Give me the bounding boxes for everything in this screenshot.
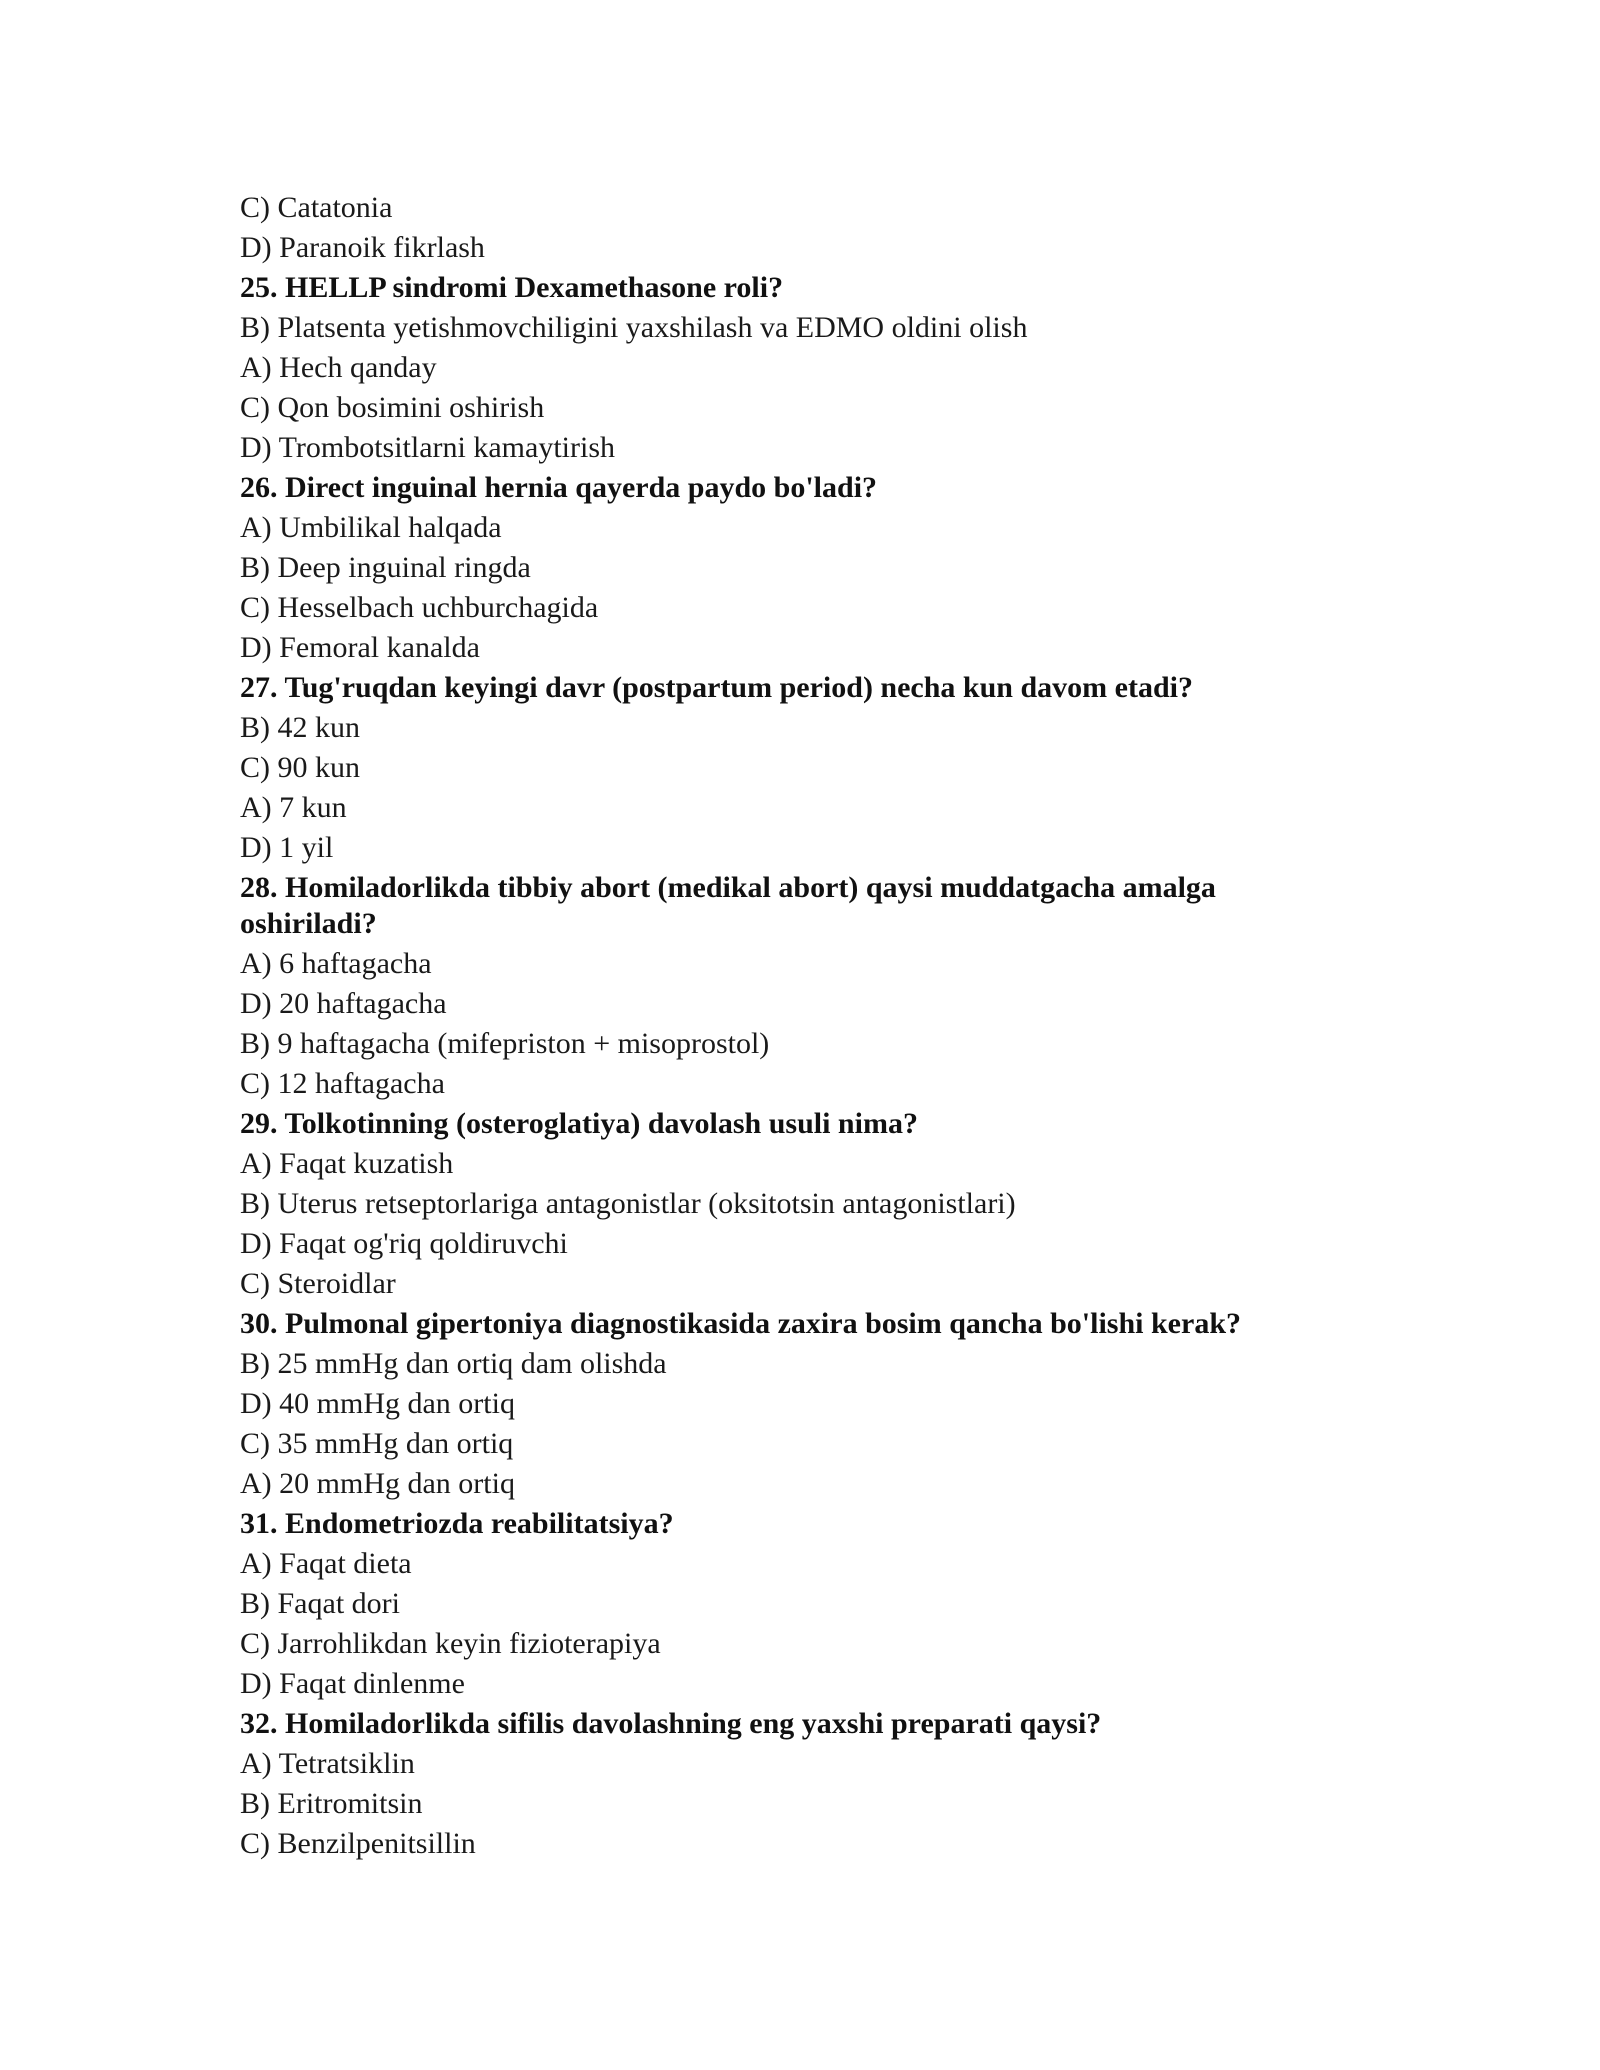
answer-option: A) Faqat kuzatish	[240, 1147, 454, 1180]
question-heading: 29. Tolkotinning (osteroglatiya) davolash usuli nima?	[240, 1107, 918, 1140]
answer-option: C) Qon bosimini oshirish	[240, 391, 545, 424]
question-heading: 31. Endometriozda reabilitatsiya?	[240, 1507, 674, 1540]
question-heading: 25. HELLP sindromi Dexamethasone roli?	[240, 271, 784, 304]
answer-option: D) Faqat og'riq qoldiruvchi	[240, 1227, 568, 1260]
answer-option: A) 20 mmHg dan ortiq	[240, 1467, 515, 1500]
answer-option: C) Benzilpenitsillin	[240, 1827, 476, 1860]
answer-option: B) 9 haftagacha (mifepriston + misoprostol)	[240, 1027, 770, 1060]
answer-option: B) Eritromitsin	[240, 1787, 423, 1820]
answer-option: C) 12 haftagacha	[240, 1067, 445, 1100]
answer-option: A) 6 haftagacha	[240, 947, 432, 980]
answer-option: D) Paranoik fikrlash	[240, 231, 485, 264]
answer-option: A) Umbilikal halqada	[240, 511, 502, 544]
answer-option: C) Jarrohlikdan keyin fizioterapiya	[240, 1627, 661, 1660]
answer-option: C) 90 kun	[240, 751, 360, 784]
answer-option: C) Hesselbach uchburchagida	[240, 591, 599, 624]
answer-option: B) Uterus retseptorlariga antagonistlar (oksitotsin antagonistlari)	[240, 1187, 1016, 1220]
question-heading: 32. Homiladorlikda sifilis davolashning eng yaxshi preparati qaysi?	[240, 1707, 1102, 1740]
question-heading: 30. Pulmonal gipertoniya diagnostikasida zaxira bosim qancha bo'lishi kerak?	[240, 1307, 1242, 1340]
answer-option: B) Platsenta yetishmovchiligini yaxshilash va EDMO oldini olish	[240, 311, 1028, 344]
answer-option: D) 20 haftagacha	[240, 987, 447, 1020]
answer-option: C) Catatonia	[240, 191, 393, 224]
question-heading: 26. Direct inguinal hernia qayerda paydo bo'ladi?	[240, 471, 878, 504]
answer-option: A) Tetratsiklin	[240, 1747, 415, 1780]
answer-option: D) Trombotsitlarni kamaytirish	[240, 431, 615, 464]
answer-option: A) 7 kun	[240, 791, 347, 824]
question-heading: 27. Tug'ruqdan keyingi davr (postpartum period) necha kun davom etadi?	[240, 671, 1193, 704]
answer-option: D) 40 mmHg dan ortiq	[240, 1387, 515, 1420]
question-heading: 28. Homiladorlikda tibbiy abort (medikal abort) qaysi muddatgacha amalga oshiriladi?	[240, 871, 1216, 940]
answer-option: B) 25 mmHg dan ortiq dam olishda	[240, 1347, 667, 1380]
answer-option: D) 1 yil	[240, 831, 334, 864]
answer-option: C) Steroidlar	[240, 1267, 396, 1300]
document-page	[240, 188, 1360, 1864]
answer-option: C) 35 mmHg dan ortiq	[240, 1427, 514, 1460]
answer-option: D) Faqat dinlenme	[240, 1667, 465, 1700]
answer-option: A) Hech qanday	[240, 351, 437, 384]
answer-option: B) Faqat dori	[240, 1587, 400, 1620]
answer-option: A) Faqat dieta	[240, 1547, 412, 1580]
answer-option: D) Femoral kanalda	[240, 631, 480, 664]
answer-option: B) Deep inguinal ringda	[240, 551, 531, 584]
answer-option: B) 42 kun	[240, 711, 360, 744]
